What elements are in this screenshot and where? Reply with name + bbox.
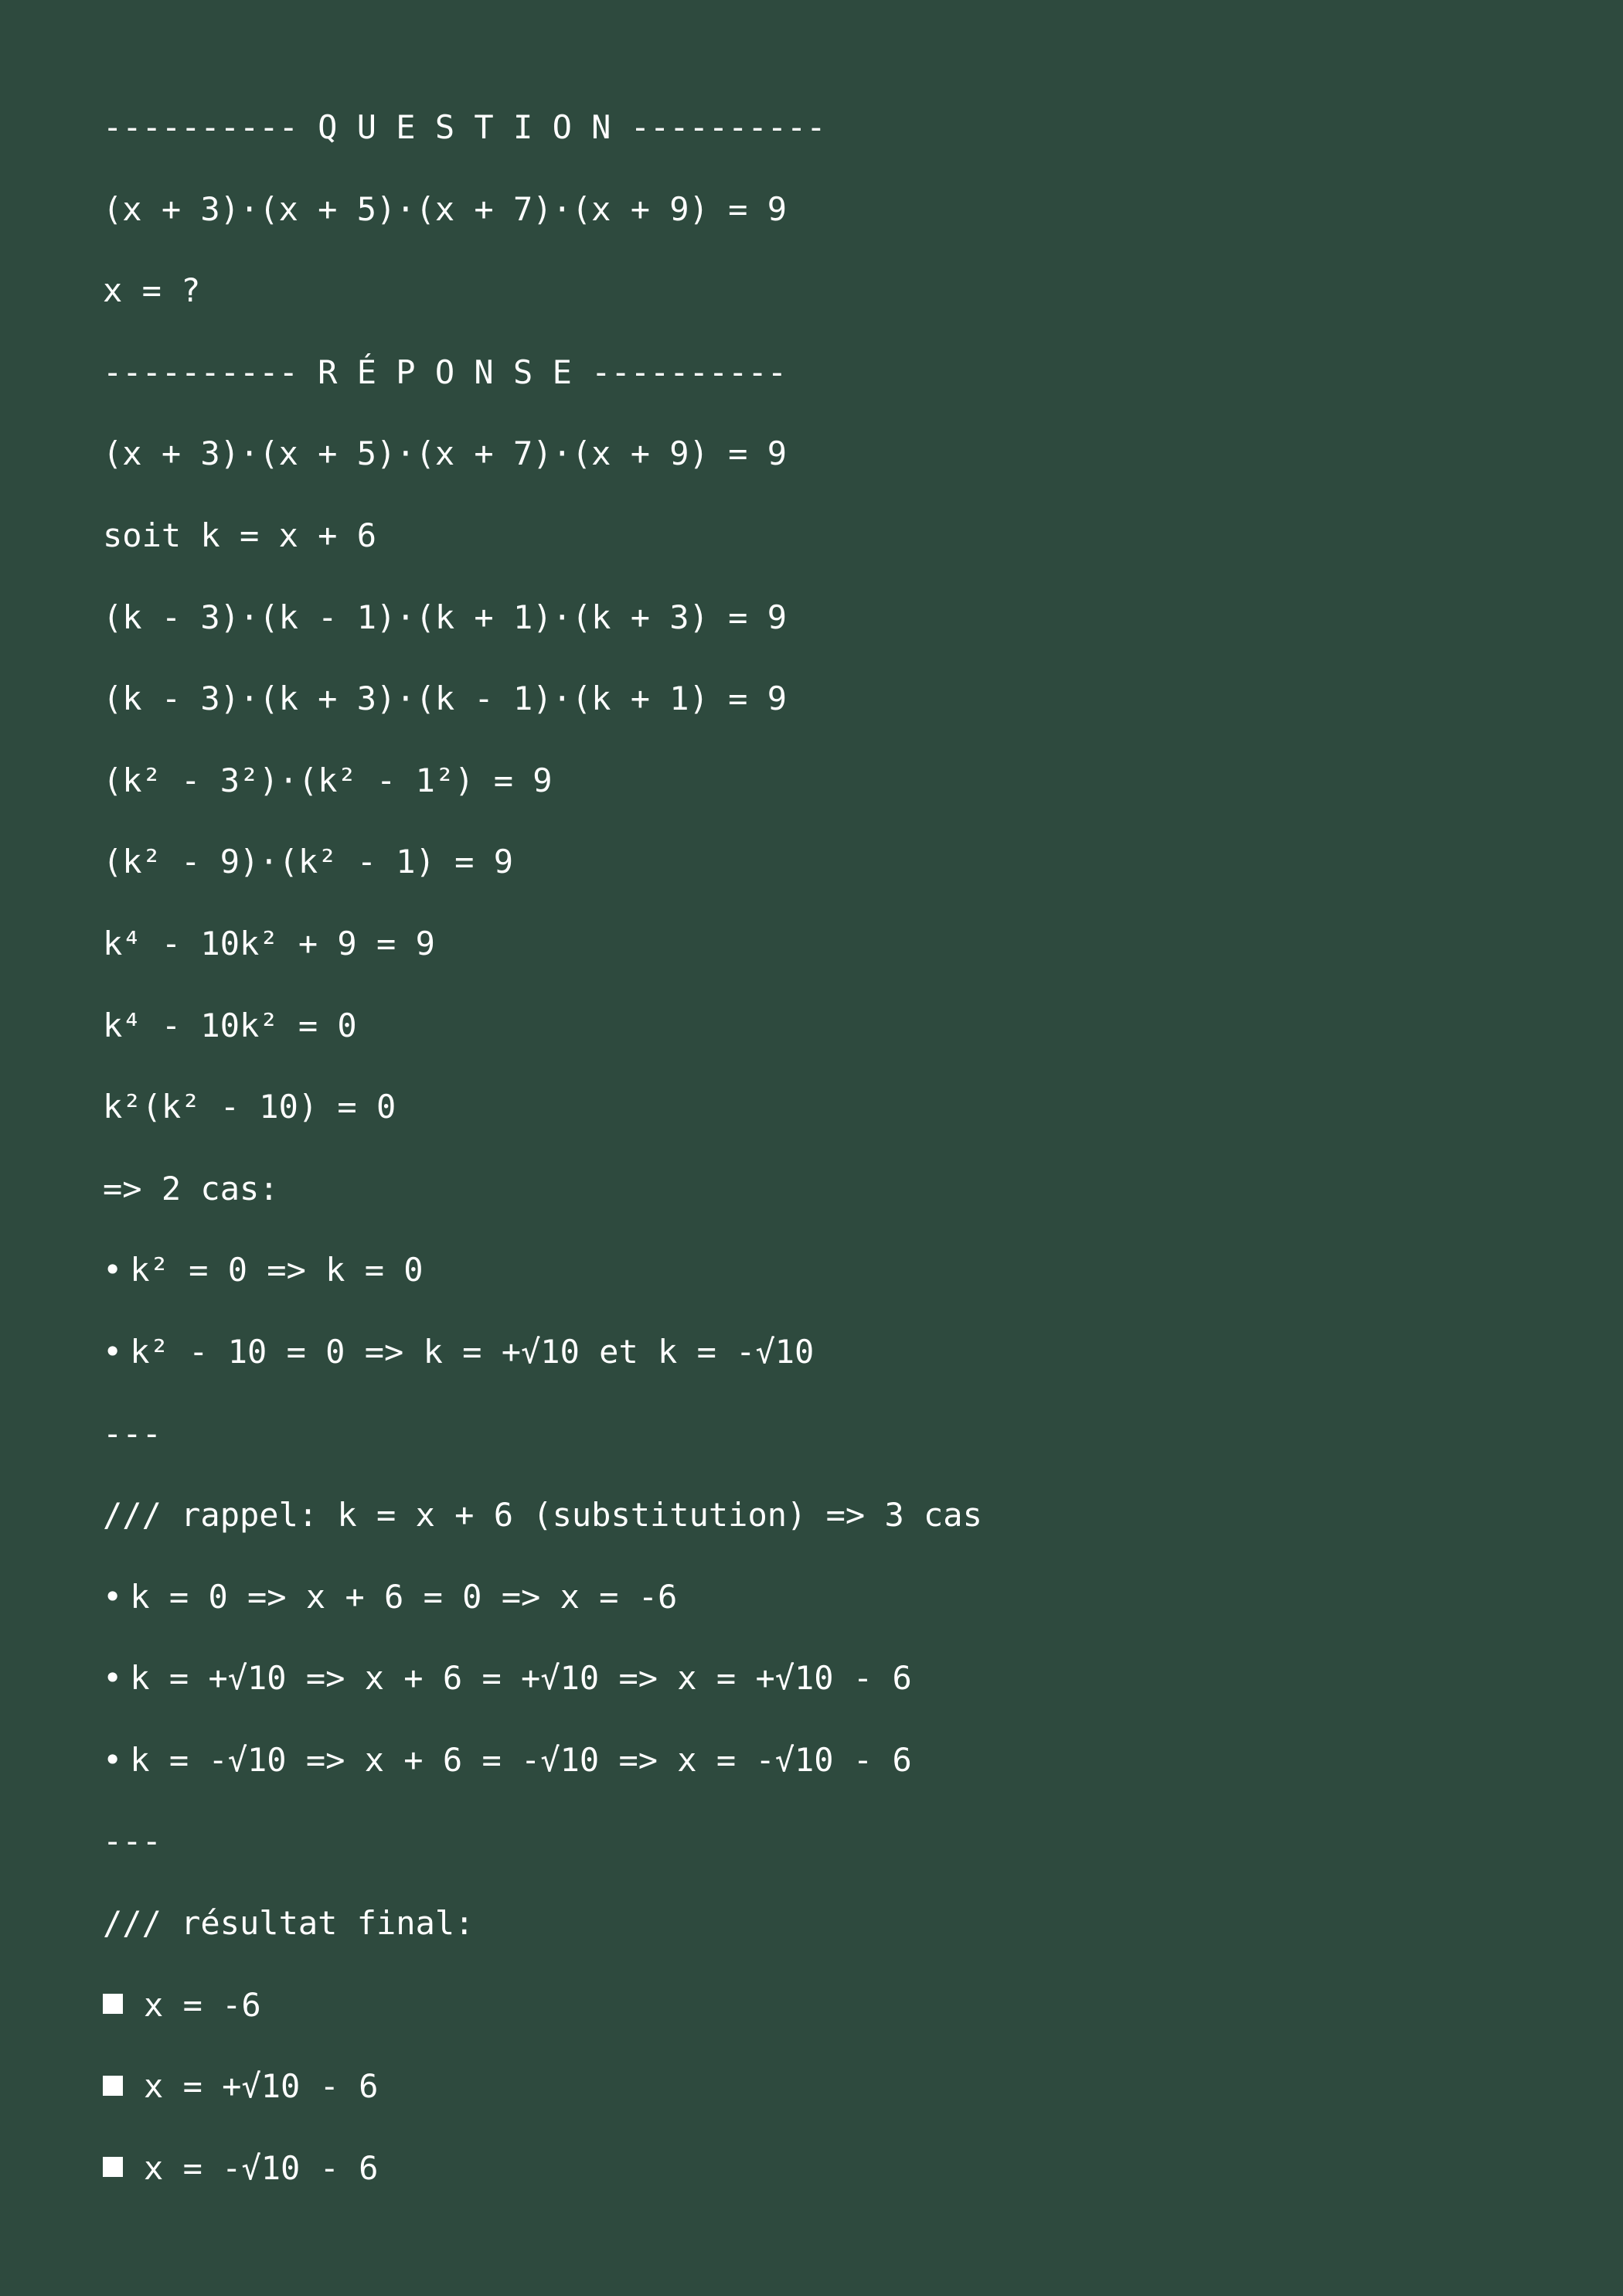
bullet-icon: • — [103, 1577, 123, 1616]
answer-step: k⁴ - 10k² = 0 — [103, 1006, 357, 1044]
final-result-label: /// résultat final: — [103, 1904, 475, 1943]
x-case-item — [103, 1570, 1571, 1652]
k-case-text: k² - 10 = 0 => k = +√10 et k = -√10 — [130, 1332, 815, 1371]
question-header: ---------- Q U E S T I O N ---------- — [103, 108, 826, 146]
document — [103, 100, 1571, 2223]
answer-step: k²(k² - 10) = 0 — [103, 1088, 396, 1126]
square-icon — [103, 2157, 123, 2177]
result-item — [103, 2141, 1571, 2223]
answer-step: k⁴ - 10k² + 9 = 9 — [103, 924, 435, 962]
recall-note: /// rappel: k = x + 6 (substitution) => 3 cas — [103, 1496, 982, 1535]
bullet-icon: • — [103, 1659, 123, 1698]
answer-step: (k - 3)·(k - 1)·(k + 1)·(k + 3) = 9 — [103, 598, 788, 636]
k-case-text: k² = 0 => k = 0 — [130, 1251, 424, 1289]
answer-step: (k² - 9)·(k² - 1) = 9 — [103, 843, 514, 881]
x-case-text: k = -√10 => x + 6 = -√10 => x = -√10 - 6 — [130, 1740, 912, 1779]
k-case-item — [103, 1243, 1571, 1325]
x-case-text: k = 0 => x + 6 = 0 => x = -6 — [130, 1577, 678, 1616]
answer-step: => 2 cas: — [103, 1169, 279, 1208]
x-case-item — [103, 1651, 1571, 1733]
bullet-icon: • — [103, 1251, 123, 1289]
question-equation: (x + 3)·(x + 5)·(x + 7)·(x + 9) = 9 — [103, 189, 788, 228]
result-text: x = -√10 - 6 — [144, 2148, 379, 2187]
result-item — [103, 2059, 1571, 2141]
answer-step: (x + 3)·(x + 5)·(x + 7)·(x + 9) = 9 — [103, 434, 788, 473]
result-text: x = +√10 - 6 — [144, 2067, 379, 2106]
result-text: x = -6 — [144, 1985, 261, 2024]
square-icon — [103, 2076, 123, 2096]
answer-step: soit k = x + 6 — [103, 516, 377, 554]
k-case-item — [103, 1325, 1571, 1407]
x-case-text: k = +√10 => x + 6 = +√10 => x = +√10 - 6 — [130, 1659, 912, 1698]
bullet-icon: • — [103, 1740, 123, 1779]
question-ask: x = ? — [103, 271, 201, 310]
answer-header: ---------- R É P O N S E ---------- — [103, 353, 788, 391]
answer-step: (k - 3)·(k + 3)·(k - 1)·(k + 1) = 9 — [103, 680, 788, 718]
separator: --- — [103, 1822, 162, 1861]
result-item — [103, 1978, 1571, 2060]
separator: --- — [103, 1414, 162, 1453]
answer-step: (k² - 3²)·(k² - 1²) = 9 — [103, 761, 553, 799]
square-icon — [103, 1994, 123, 2014]
bullet-icon: • — [103, 1332, 123, 1371]
x-case-item — [103, 1733, 1571, 1815]
